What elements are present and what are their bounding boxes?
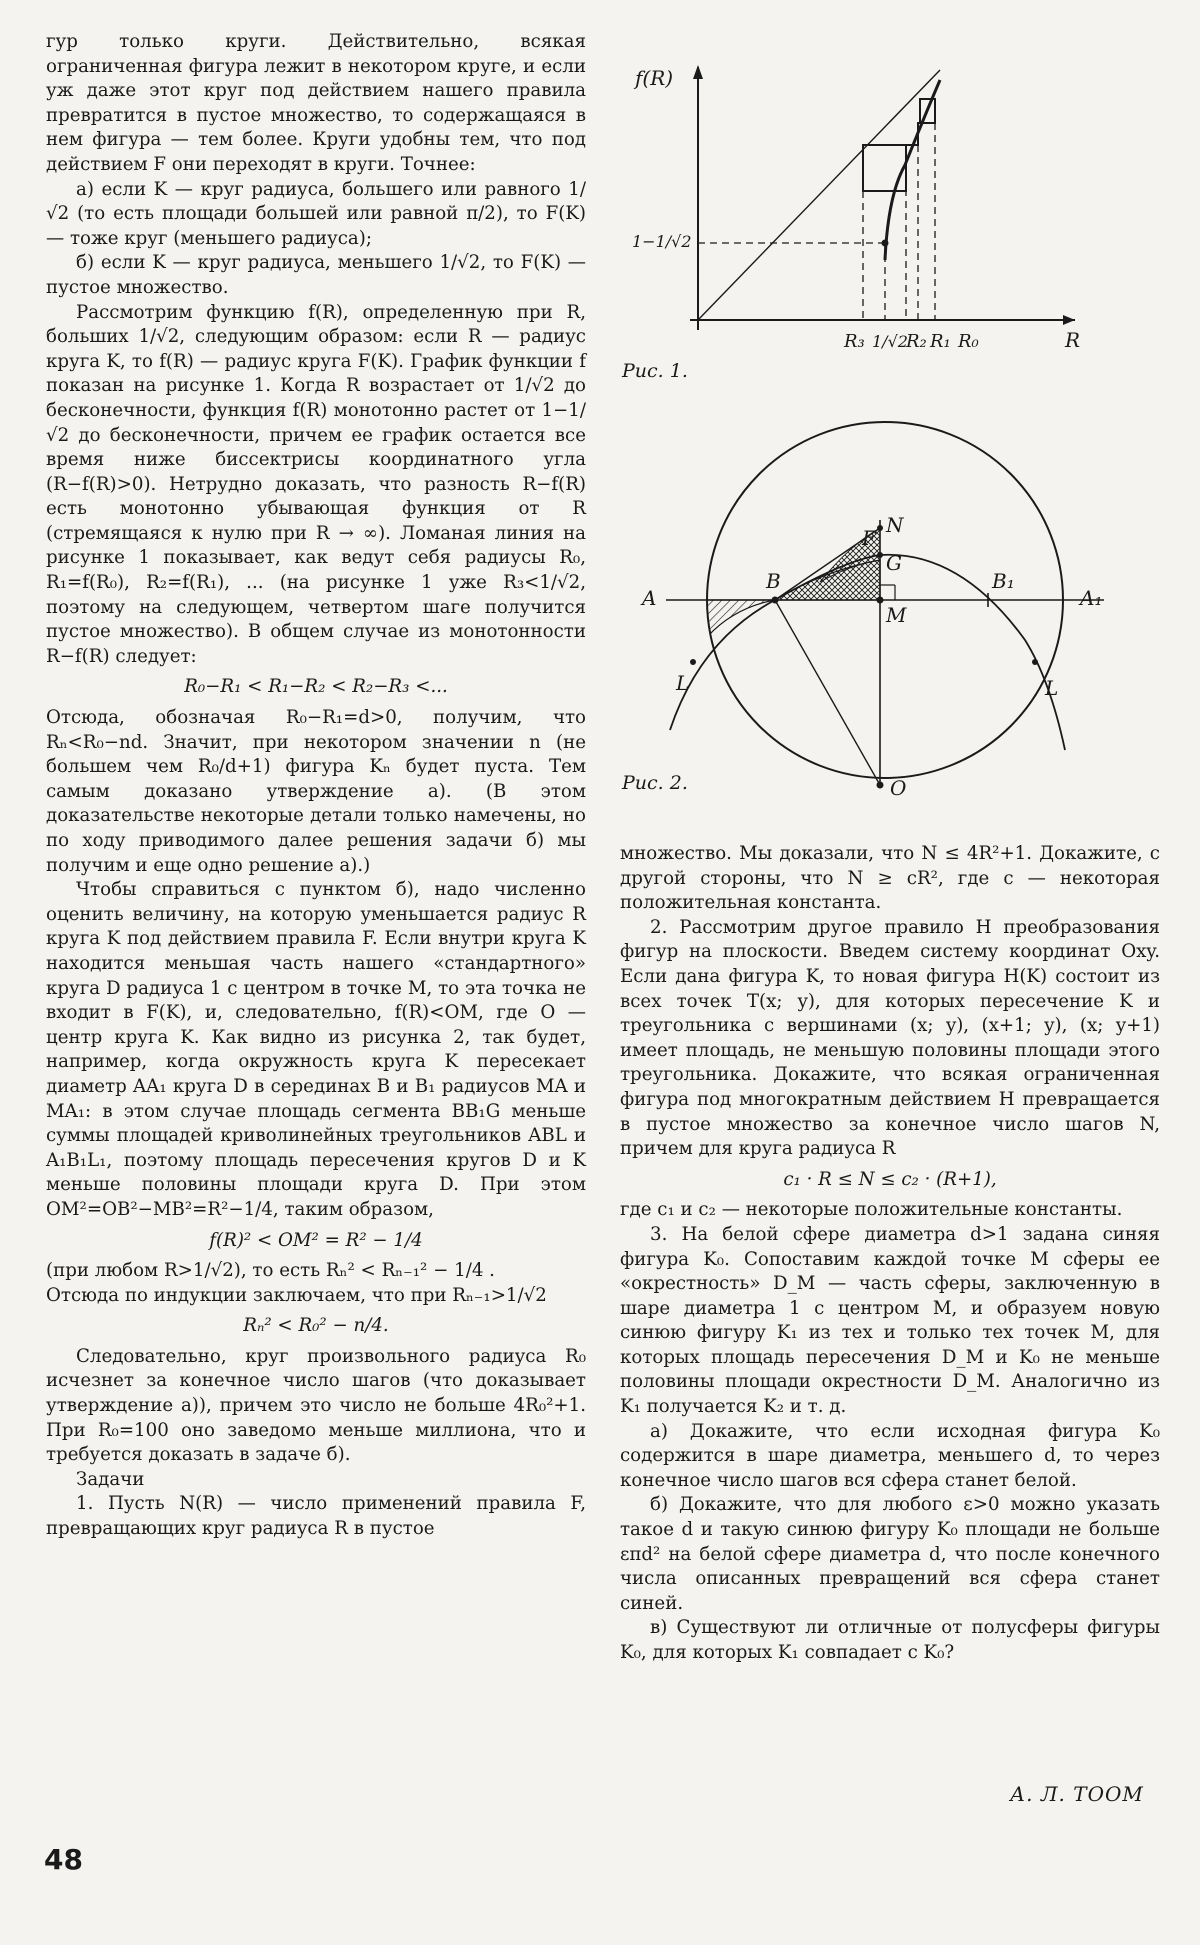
paragraph: а) если K — круг радиуса, большего или равного 1/√2 (то есть площади большей или равной π/2), то F(K) — тоже круг (меньшего радиуса); (46, 178, 586, 249)
figure-2-caption: Рис. 2. (622, 772, 688, 794)
x-axis-label: R (1065, 328, 1081, 352)
left-column (46, 30, 586, 1542)
function-curve (885, 80, 940, 260)
point-label: O (890, 776, 907, 800)
dashed-guides (698, 123, 935, 320)
paragraph: f(R)² < OM² = R² − 1/4 (209, 1229, 423, 1251)
page-number: 48 (44, 1843, 83, 1876)
point-label: L (1045, 676, 1059, 700)
paragraph: гур только круги. Действительно, всякая ограниченная фигура лежит в некотором круге, и если уж даже этот круг под действием нашего правила превратится в пустое множество, то содержащаяся в нем фигура — тем более. Круги удобны тем, что под действием F они переходят в круги. Точнее: (46, 31, 586, 175)
paragraph: множество. Мы доказали, что N ≤ 4R²+1. Докажите, с другой стороны, что N ≥ cR², где c — некоторая положительная константа. (620, 843, 1160, 914)
segment-bb1g (775, 560, 880, 600)
bisector-line (698, 70, 940, 320)
figure-2 (640, 410, 1103, 810)
paragraph: (при любом R>1/√2), то есть Rₙ² < Rₙ₋₁² − 1/4 . (46, 1260, 495, 1282)
paragraph: 1. Пусть N(R) — число применений правила F, превращающих круг радиуса R в пустое (46, 1493, 586, 1540)
point-label: F (862, 526, 876, 550)
paragraph: Отсюда по индукции заключаем, что при Rₙ₋₁>1/√2 (46, 1284, 547, 1306)
x-tick-label: 1/√2 (872, 332, 908, 351)
paragraph: Отсюда, обозначая R₀−R₁=d>0, получим, что Rₙ<R₀−nd. Значит, при некотором значении n (не большем чем R₀/d+1) фигура Kₙ будет пуста. Тем самым доказано утверждение а). (В этом доказательстве некоторые детали только намечены, но по ходу приводимого далее решения задачи б) мы получим и еще одно решение а).) (46, 707, 586, 876)
paragraph: б) если K — круг радиуса, меньшего 1/√2, то F(K) — пустое множество. (46, 252, 586, 298)
paragraph: Следовательно, круг произвольного радиуса R₀ исчезнет за конечное число шагов (что доказывает утверждение а)), причем это число не больше 4R₀²+1. При R₀=100 оно заведомо меньше миллиона, что и требуется доказать в задаче б). (46, 1345, 586, 1466)
figure-1-caption: Рис. 1. (622, 360, 688, 382)
point-label: N (886, 513, 904, 537)
paragraph: Задачи (76, 1468, 145, 1490)
paragraph: c₁ · R ≤ N ≤ c₂ · (R+1), (783, 1168, 997, 1190)
right-column (620, 842, 1160, 1666)
paragraph: в) Существуют ли отличные от полусферы фигуры K₀, для которых K₁ совпадает с K₀? (620, 1617, 1160, 1663)
paragraph: R₀−R₁ < R₁−R₂ < R₂−R₃ <... (184, 676, 448, 698)
point-label: B₁ (992, 569, 1015, 593)
point-label: L (676, 671, 690, 695)
paragraph: а) Докажите, что если исходная фигура K₀ содержится в шаре диаметра, меньшего d, то через конечное число шагов вся сфера станет белой. (620, 1420, 1160, 1491)
line-bo (775, 600, 880, 785)
x-tick-label: R₀ (958, 331, 979, 352)
point-label: M (886, 603, 907, 627)
point-label: G (886, 551, 902, 575)
x-tick-label: R₂ (906, 331, 927, 352)
point-label: B (766, 569, 781, 593)
x-tick-label: R₃ (844, 331, 865, 352)
point-label: A₁ (1080, 586, 1103, 610)
start-point (882, 240, 889, 247)
paragraph: 2. Рассмотрим другое правило H преобразования фигур на плоскости. Введем систему координат Oxy. Если дана фигура K, то новая фигура H(K) состоит из всех точек T(x; y), для которых пересечение K и треугольника с вершинами (x; y), (x+1; y), (x; y+1) имеет площадь, не меньшую половины площади этого треугольника. Докажите, что всякая ограниченная фигура под многократным действием H превращается в пустое множество за конечное число шагов N, причем для круга радиуса R (620, 916, 1160, 1160)
figure-1 (620, 55, 1090, 385)
paragraph: 3. На белой сфере диаметра d>1 задана синяя фигура K₀. Сопоставим каждой точке M сферы ее «окрестность» D_M — часть сферы, заключенную в шаре диаметра 1 с центром M, и образуем новую синюю фигуру K₁ из тех и только тех точек M, для которых площадь пересечения D_M и K₀ не меньше половины площади окрестности D_M. Аналогично из K₁ получается K₂ и т. д. (620, 1223, 1160, 1418)
paragraph: Чтобы справиться с пунктом б), надо численно оценить величину, на которую уменьшается радиус R круга K под действием правила F. Если внутри круга K находится меньшая часть нашего «стандартного» круга D радиуса 1 с центром в точке M, то эта точка не входит в F(K), и, следовательно, f(R)<OM, где O — центр круга K. Как видно из рисунка 2, так будет, например, когда окружность круга K пересекает диаметр AA₁ круга D в серединах B и B₁ радиусов MA и MA₁: в этом случае площадь сегмента BB₁G меньше суммы площадей криволинейных треугольников ABL и A₁B₁L₁, поэтому площадь пересечения кругов D и K меньше половины площади круга D. При этом OM²=OB²−MB²=R²−1/4, таким образом, (46, 879, 586, 1220)
paragraph: Рассмотрим функцию f(R), определенную при R, больших 1/√2, следующим образом: если R — радиус круга K, то f(R) — радиус круга F(K). График функции f показан на рисунке 1. Когда R возрастает от 1/√2 до бесконечности, функция f(R) монотонно растет от 1−1/√2 до бесконечности, причем ее график остается все время ниже биссектрисы координатного угла (R−f(R)>0). Нетрудно доказать, что разность R−f(R) есть монотонно убывающая функция от R (стремящаяся к нулю при R → ∞). Ломаная линия на рисунке 1 показывает, как ведут себя радиусы R₀, R₁=f(R₀), R₂=f(R₁), ... (на рисунке 1 уже R₃<1/√2, поэтому на следующем, четвертом шаге получится пустое множество). В общем случае из монотонности R−f(R) следует: (46, 301, 586, 667)
y-axis-label: f(R) (635, 66, 674, 90)
y-tick-label: 1−1/√2 (632, 232, 692, 251)
point-label: A (642, 586, 657, 610)
paragraph: где c₁ и c₂ — некоторые положительные константы. (620, 1199, 1123, 1221)
paragraph: Rₙ² < R₀² − n/4. (243, 1315, 389, 1337)
x-tick-label: R₁ (930, 331, 951, 352)
paragraph: б) Докажите, что для любого ε>0 можно указать такое d и такую синюю фигуру K₀ площади не больше επd² на белой сфере диаметра d, что после конечного числа описанных превращений вся сфера станет синей. (620, 1494, 1160, 1614)
author: А. Л. ТООМ (1010, 1782, 1144, 1806)
